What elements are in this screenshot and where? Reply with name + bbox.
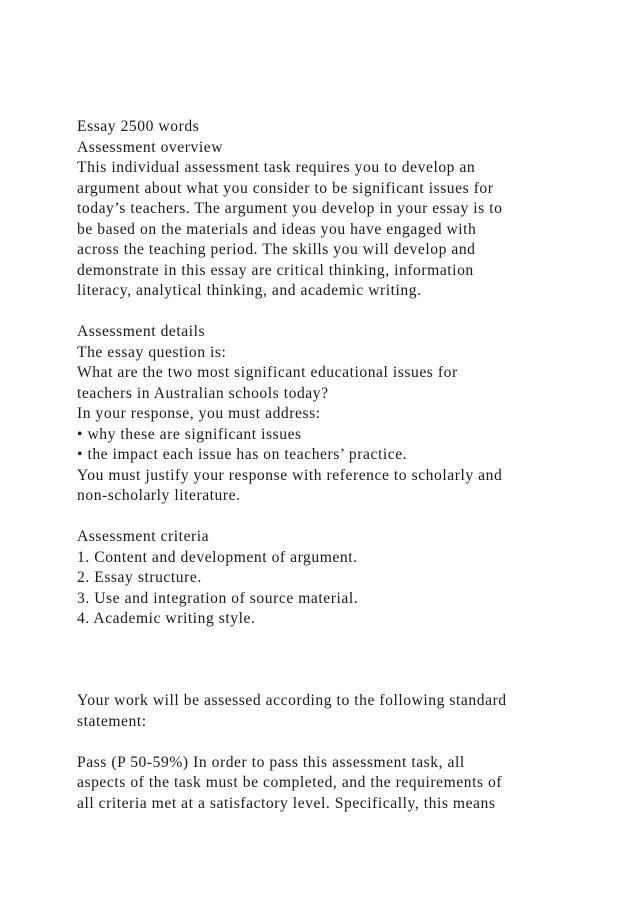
pass-line: aspects of the task must be completed, and the requirements of xyxy=(77,774,503,791)
overview-line: today’s teachers. The argument you develop in your essay is to xyxy=(77,200,503,217)
criteria-item: 2. Essay structure. xyxy=(77,569,202,586)
overview-line: literacy, analytical thinking, and academic writing. xyxy=(77,282,422,299)
overview-line: be based on the materials and ideas you have engaged with xyxy=(77,220,477,238)
essay-title: Essay 2500 words xyxy=(77,118,200,135)
paragraph-spacer xyxy=(77,302,577,323)
paragraph-spacer xyxy=(77,732,577,753)
details-line: You must justify your response with reference to scholarly and xyxy=(77,466,503,484)
details-line: In your response, you must address: xyxy=(77,405,321,422)
pass-line: Pass (P 50-59%) In order to pass this assessment task, all xyxy=(77,753,465,771)
criteria-item: 1. Content and development of argument. xyxy=(77,548,358,566)
paragraph-spacer xyxy=(77,507,577,528)
document-body xyxy=(77,117,577,814)
overview-line: argument about what you consider to be significant issues for xyxy=(77,179,494,197)
pass-line: all criteria met at a satisfactory level. Specifically, this means xyxy=(77,794,496,812)
details-heading: Assessment details xyxy=(77,323,206,340)
details-line: teachers in Australian schools today? xyxy=(77,384,329,402)
criteria-item: 4. Academic writing style. xyxy=(77,610,256,627)
overview-line: demonstrate in this essay are critical thinking, information xyxy=(77,261,474,279)
details-bullet: • why these are significant issues xyxy=(77,425,302,443)
criteria-item: 3. Use and integration of source material. xyxy=(77,589,359,607)
paragraph-spacer xyxy=(77,630,577,692)
criteria-heading: Assessment criteria xyxy=(77,528,210,545)
details-line: non-scholarly literature. xyxy=(77,487,241,504)
details-bullet: • the impact each issue has on teachers’ practice. xyxy=(77,446,408,463)
details-line: The essay question is: xyxy=(77,343,227,361)
overview-heading: Assessment overview xyxy=(77,138,224,156)
details-line: What are the two most significant educational issues for xyxy=(77,364,458,381)
overview-line: across the teaching period. The skills you will develop and xyxy=(77,241,476,258)
standard-statement-line: statement: xyxy=(77,712,147,730)
standard-statement-line: Your work will be assessed according to the following standard xyxy=(77,692,507,709)
overview-line: This individual assessment task requires you to develop an xyxy=(77,159,476,176)
